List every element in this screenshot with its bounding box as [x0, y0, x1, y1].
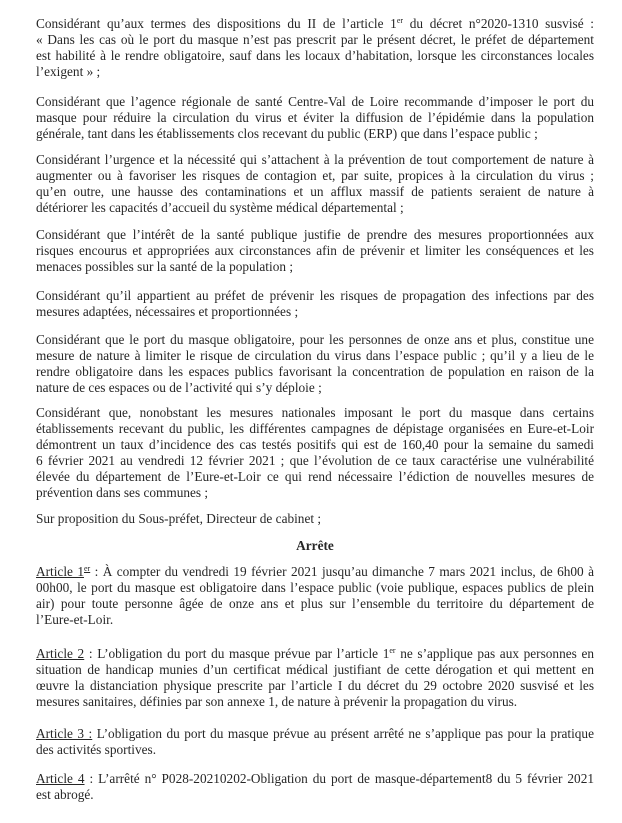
text-segment: risques encourus et appropriées aux circonstances afin de prévenir et limiter les conséquences et les	[36, 242, 594, 258]
text-segment: : À compter du vendredi 19 février 2021 jusqu’au dimanche 7 mars 2021 inclus, de 6h00 à	[90, 564, 594, 579]
text-segment: : L’obligation du port du masque prévue par l’article 1	[84, 646, 390, 661]
text-line	[36, 646, 594, 662]
text-line	[36, 564, 594, 580]
text-segment: rendre obligatoire dans les espaces publics favorisant la concentration de population en raison de la	[36, 363, 594, 379]
text-segment: élevée du département de l’Eure-et-Loir ce qui rend nécessaire l’édiction de nouvelles mesures de	[36, 468, 594, 484]
paragraph-considerant-ars	[36, 94, 594, 142]
text-line	[36, 152, 594, 168]
text-segment: œuvre la distanciation physique prescrite par l’article I du décret du 29 octobre 2020 susvisé et les	[36, 677, 594, 693]
text-segment: générale, tant dans les établissements clos recevant du public (ERP) que dans l’espace public ;	[36, 125, 538, 141]
text-segment: mesures adaptées, nécessaires et proportionnées ;	[36, 303, 299, 319]
text-line	[36, 726, 594, 742]
text-line	[36, 94, 594, 110]
paragraph-considerant-masque	[36, 332, 594, 396]
text-segment: établissements recevant du public, les différentes campagnes de dépistage organisées en Eure-et-Loir	[36, 420, 594, 436]
text-segment: L’obligation du port du masque prévue au présent arrêté ne s’applique pas pour la pratique	[92, 726, 594, 741]
text-segment: Considérant que, nonobstant les mesures nationales imposant le port du masque dans certains	[36, 405, 594, 420]
text-segment: Considérant qu’aux termes des dispositions du II de l’article 1	[36, 16, 397, 31]
text-line	[36, 348, 594, 364]
text-segment: Considérant qu’il appartient au préfet de prévenir les risques de propagation des infections par des	[36, 288, 594, 303]
text-line	[36, 662, 594, 678]
text-segment: mesures sanitaires, définies par son annexe 1, de nature à prévenir la propagation du virus.	[36, 693, 518, 709]
paragraph-considerant-urgence	[36, 152, 594, 216]
text-segment: est habilité à le rendre obligatoire, sauf dans les locaux d’habitation, lorsque les circonstances locales	[36, 47, 594, 63]
text-segment: 6 février 2021 au vendredi 12 février 2021 ; que l’évolution de ce taux caractérise une vulnérabilité	[36, 452, 594, 468]
text-line	[36, 126, 594, 142]
text-line	[36, 469, 594, 485]
paragraph-considerant-decret	[36, 16, 594, 80]
text-line	[36, 678, 594, 694]
text-segment: augmenter ou à favoriser les risques de contagion et, par suite, propices à la circulation du virus ;	[36, 167, 594, 183]
text-line	[36, 771, 594, 787]
text-line	[36, 742, 594, 758]
text-segment: l’exigent » ;	[36, 63, 101, 79]
text-line	[36, 110, 594, 126]
paragraph-sur-proposition	[36, 511, 594, 527]
text-line	[36, 168, 594, 184]
text-segment: menaces possibles sur la santé de la population ;	[36, 258, 294, 274]
text-segment: l’Eure-et-Loir.	[36, 611, 114, 627]
text-line	[36, 421, 594, 437]
text-segment: Considérant l’urgence et la nécessité qui s’attachent à la prévention de tout comportement de nature à	[36, 152, 594, 167]
text-segment: Sur proposition du Sous-préfet, Directeur de cabinet ;	[36, 511, 322, 526]
text-line	[36, 485, 594, 501]
paragraph-article-3	[36, 726, 594, 758]
superscript: er	[389, 646, 396, 655]
text-line	[36, 16, 594, 32]
superscript: er	[396, 16, 404, 25]
text-segment: prévention dans ses communes ;	[36, 484, 209, 500]
paragraph-considerant-incidence	[36, 405, 594, 500]
text-segment: est abrogé.	[36, 786, 94, 802]
superscript: er	[83, 564, 91, 573]
text-line	[36, 580, 594, 596]
text-line	[36, 511, 594, 527]
text-line	[36, 243, 594, 259]
paragraph-considerant-sante-publique	[36, 227, 594, 275]
text-segment: démontrent un taux d’incidence des cas testés positifs qui est de 160,40 pour la semaine du samedi	[36, 436, 594, 452]
article-label: Article 1	[36, 564, 84, 579]
text-line	[36, 612, 594, 628]
text-segment: masque pour réduire la circulation du virus et éviter la diffusion de l’épidémie dans la population	[36, 109, 594, 125]
text-segment: Considérant que l’agence régionale de santé Centre-Val de Loire recommande d’imposer le port du	[36, 94, 594, 109]
text-line	[36, 453, 594, 469]
article-label: Article 4	[36, 771, 85, 786]
text-line	[36, 32, 594, 48]
text-segment: détériorer les capacités d’accueil du système médical départemental ;	[36, 199, 404, 215]
paragraph-article-4	[36, 771, 594, 803]
text-segment: du décret n°2020-1310 susvisé :	[403, 16, 594, 31]
text-line	[36, 538, 594, 554]
text-line	[36, 48, 594, 64]
text-segment: des activités sportives.	[36, 741, 157, 757]
text-line	[36, 259, 594, 275]
text-segment: Arrête	[296, 538, 334, 553]
text-line	[36, 694, 594, 710]
article-label: Article 3 :	[36, 726, 93, 741]
text-segment: « Dans les cas où le port du masque n’est pas prescrit par le présent décret, le préfet de département	[36, 31, 594, 47]
text-line	[36, 380, 594, 396]
paragraph-considerant-prefet	[36, 288, 594, 320]
text-line	[36, 364, 594, 380]
text-segment: 00h00, le port du masque est obligatoire dans l’espace public (voie publique, espaces publics de plein	[36, 579, 594, 595]
text-segment: mesure de nature à limiter le risque de circulation du virus dans l’espace public ; qu’il y a lieu de le	[36, 347, 594, 363]
text-segment: situation de handicap munies d’un certificat médical justifiant de cette dérogation et qui mettent en	[36, 661, 594, 677]
text-line	[36, 304, 594, 320]
text-segment: qu’en outre, une hausse des contaminations et un afflux massif de patients seraient de nature à	[36, 183, 594, 199]
article-label: Article 2	[36, 646, 85, 661]
text-line	[36, 437, 594, 453]
paragraph-article-2	[36, 646, 594, 710]
text-line	[36, 787, 594, 803]
text-line	[36, 200, 594, 216]
paragraph-article-1	[36, 564, 594, 628]
text-segment: : L’arrêté n° P028-20210202-Obligation du port de masque-département8 du 5 février 2021	[84, 771, 594, 786]
text-line	[36, 288, 594, 304]
text-line	[36, 184, 594, 200]
text-segment: nature de ces espaces ou de l’activité qui s’y déploie ;	[36, 379, 322, 395]
text-line	[36, 332, 594, 348]
text-line	[36, 64, 594, 80]
text-line	[36, 405, 594, 421]
text-segment: Considérant que l’intérêt de la santé publique justifie de prendre des mesures proportionnées aux	[36, 227, 594, 242]
text-segment: ne s’applique pas aux personnes en	[395, 646, 594, 661]
text-line	[36, 596, 594, 612]
text-segment: Considérant que le port du masque obligatoire, pour les personnes de onze ans et plus, constitue une	[36, 332, 594, 347]
text-segment: air) pour toute personne âgée de onze ans et plus sur l’ensemble du territoire du département de	[36, 595, 594, 611]
paragraph-arrete-heading	[36, 538, 594, 554]
text-line	[36, 227, 594, 243]
